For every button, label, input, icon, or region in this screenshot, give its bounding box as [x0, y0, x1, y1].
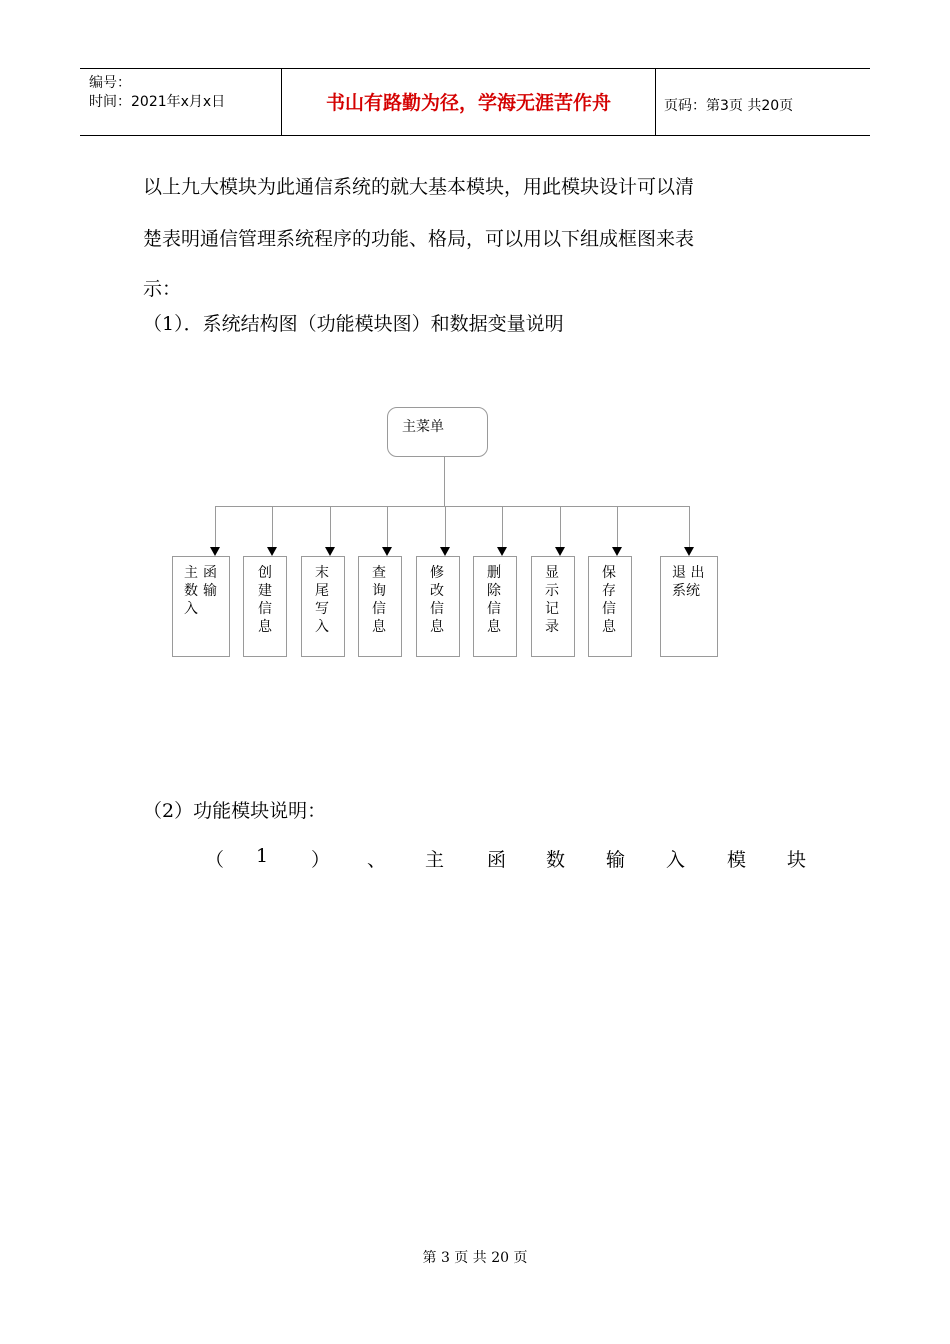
subsection-heading-char: 1: [256, 845, 269, 867]
diagram-arrowhead: [210, 547, 220, 556]
module-char: 改: [430, 583, 444, 599]
module-char: 尾: [315, 583, 329, 599]
subsection-heading-char: 块: [787, 849, 807, 871]
diagram-bus-line: [215, 506, 690, 507]
module-char: 录: [545, 619, 559, 635]
diagram-arrowhead: [612, 547, 622, 556]
section-2-heading: （2）功能模块说明：: [143, 800, 327, 822]
module-char: 函: [203, 565, 217, 581]
module-char: 写: [315, 601, 329, 617]
diagram-arrowhead: [325, 547, 335, 556]
diagram-connector-line: [689, 506, 690, 548]
module-char: 信: [258, 601, 272, 617]
module-char: 息: [430, 619, 444, 635]
module-box-delete-info: [473, 556, 517, 657]
header-time-label: 时间：2021年x月x日: [89, 94, 226, 110]
subsection-heading-char: 主: [425, 849, 445, 871]
diagram-arrowhead: [267, 547, 277, 556]
module-box-exit-system: [660, 556, 718, 657]
header-number-label: 编号：: [89, 75, 131, 91]
module-char: 信: [602, 601, 616, 617]
module-char: 息: [487, 619, 501, 635]
module-char: 息: [602, 619, 616, 635]
module-char: 入: [315, 619, 329, 635]
header-page-info: 页码：第3页 共20页: [664, 98, 794, 114]
module-char: 显: [545, 565, 559, 581]
module-box-modify-info: [416, 556, 460, 657]
module-char: 息: [372, 619, 386, 635]
module-char: 信: [487, 601, 501, 617]
subsection-heading-char: 模: [727, 849, 747, 871]
diagram-arrowhead: [555, 547, 565, 556]
header-divider-right: [655, 68, 656, 135]
module-char: 末: [315, 565, 329, 581]
subsection-heading-char: 入: [666, 849, 686, 871]
diagram-connector-line: [445, 506, 446, 548]
module-char: 创: [258, 565, 272, 581]
module-char: 存: [602, 583, 616, 599]
module-char: 息: [258, 619, 272, 635]
module-box-query-info: [358, 556, 402, 657]
diagram-trunk-line: [444, 457, 445, 507]
module-char: 查: [372, 565, 386, 581]
subsection-heading-char: 函: [487, 849, 507, 871]
paragraph-line-3: 示：: [143, 278, 182, 300]
module-char: 修: [430, 565, 444, 581]
module-char: 数: [184, 583, 198, 599]
subsection-heading-char: ）: [311, 849, 331, 871]
subsection-heading-char: 输: [606, 849, 626, 871]
diagram-arrowhead: [382, 547, 392, 556]
diagram-connector-line: [387, 506, 388, 548]
subsection-heading-char: 、: [367, 849, 387, 871]
paragraph-line-1: 以上九大模块为此通信系统的就大基本模块，用此模块设计可以清: [143, 176, 695, 198]
module-char: 信: [372, 601, 386, 617]
diagram-arrowhead: [440, 547, 450, 556]
module-box-append-write: [301, 556, 345, 657]
module-box-create-info: [243, 556, 287, 657]
page-footer: 第 3 页 共 20 页: [422, 1250, 528, 1266]
module-char: 建: [258, 583, 272, 599]
diagram-connector-line: [617, 506, 618, 548]
subsection-heading-char: 数: [546, 849, 566, 871]
module-box-show-records: [531, 556, 575, 657]
module-char: 示: [545, 583, 559, 599]
module-char: 删: [487, 565, 501, 581]
diagram-connector-line: [560, 506, 561, 548]
module-char: 信: [430, 601, 444, 617]
header-bottom-rule: [80, 135, 870, 136]
paragraph-line-2: 楚表明通信管理系统程序的功能、格局，可以用以下组成框图来表: [143, 228, 695, 250]
header-top-rule: [80, 68, 870, 69]
module-char: 保: [602, 565, 616, 581]
subsection-heading-char: （: [205, 849, 225, 871]
header-motto: 书山有路勤为径，学海无涯苦作舟: [325, 92, 611, 114]
module-box-save-info: [588, 556, 632, 657]
module-char: 入: [184, 601, 198, 617]
diagram-main-menu-box: [387, 407, 488, 457]
module-char: 记: [545, 601, 559, 617]
diagram-connector-line: [215, 506, 216, 548]
module-exit-row-2: 系统: [672, 583, 700, 599]
diagram-arrowhead: [497, 547, 507, 556]
section-1-heading: （1）．系统结构图（功能模块图）和数据变量说明: [143, 313, 564, 335]
module-box-main-input: [172, 556, 230, 657]
diagram-arrowhead: [684, 547, 694, 556]
diagram-connector-line: [502, 506, 503, 548]
diagram-connector-line: [330, 506, 331, 548]
module-char: 主: [184, 565, 198, 581]
module-char: 除: [487, 583, 501, 599]
module-exit-row-1: 退 出: [672, 565, 705, 581]
diagram-connector-line: [272, 506, 273, 548]
diagram-main-menu-label: 主菜单: [402, 419, 444, 435]
module-char: 输: [203, 583, 217, 599]
module-char: 询: [372, 583, 386, 599]
